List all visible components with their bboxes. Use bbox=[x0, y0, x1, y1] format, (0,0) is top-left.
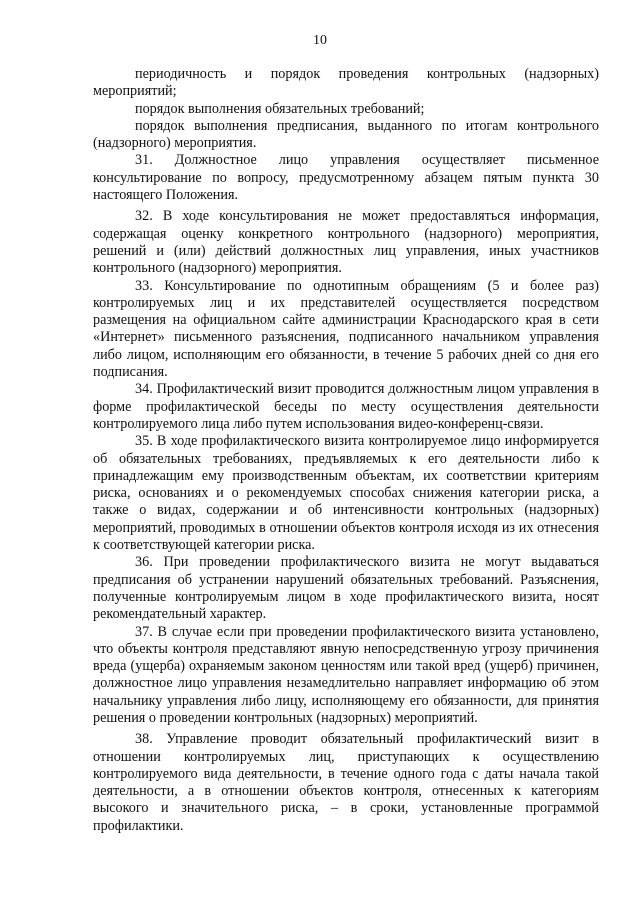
page-number: 10 bbox=[313, 33, 327, 48]
document-body bbox=[93, 66, 599, 835]
paragraph-35: 35. В ходе профилактического визита контролируемое лицо информируется об обязательных требованиях, предъявляемых к его деятельности либо к принадлежащим ему производственным объектам, их соответствии критериям риска, основаниях и о рекомендуемых способах снижения категории риска, а также о видах, содержании и об интенсивности контрольных (надзорных) мероприятий, проводимых в отношении объектов контроля исходя из их отнесения к соответствующей категории риска. bbox=[93, 433, 599, 554]
paragraph-34: 34. Профилактический визит проводится должностным лицом управления в форме профилактической беседы по месту осуществления деятельности контролируемого лица либо путем использования видео-конференц-связи. bbox=[93, 381, 599, 432]
paragraph-prescription-order: порядок выполнения предписания, выданного по итогам контрольного (надзорного) мероприятия. bbox=[93, 117, 599, 152]
paragraph-32: 32. В ходе консультирования не может предоставляться информация, содержащая оценку конкретного контрольного (надзорного) мероприятия, решений и (или) действий должностных лиц управления, иных участников контрольного (надзорного) мероприятия. bbox=[93, 208, 599, 277]
paragraph-36: 36. При проведении профилактического визита не могут выдаваться предписания об устранении нарушений обязательных требований. Разъяснения, полученные контролируемым лицом в ходе профилактического визита, носят рекомендательный характер. bbox=[93, 554, 599, 623]
paragraph-33: 33. Консультирование по однотипным обращениям (5 и более раз) контролируемых лиц и их представителей осуществляется посредством размещения на официальном сайте администрации Краснодарского края в сети «Интернет» письменного разъяснения, подписанного начальником управления либо лицом, исполняющим его обязанности, в течение 5 рабочих дней со дня его подписания. bbox=[93, 277, 599, 381]
paragraph-periodicity: периодичность и порядок проведения контрольных (надзорных) мероприятий; bbox=[93, 66, 599, 100]
paragraph-38: 38. Управление проводит обязательный профилактический визит в отношении контролируемых лиц, приступающих к осуществлению контролируемого вида деятельности, в течение одного года с даты начала такой деятельности, а в отношении объектов контроля, отнесенных к категориям высокого и значительного риска, – в сроки, установленные программой профилактики. bbox=[93, 731, 599, 834]
paragraph-requirements-order: порядок выполнения обязательных требований; bbox=[135, 100, 425, 117]
paragraph-37: 37. В случае если при проведении профилактического визита установлено, что объекты контроля представляют явную непосредственную угрозу причинения вреда (ущерба) охраняемым законом ценностям или такой вред (ущерб) причинен, должностное лицо управления незамедлительно направляет информацию об этом начальнику управления либо лицу, исполняющему его обязанности, для принятия решения о проведении контрольных (надзорных) мероприятий. bbox=[93, 623, 599, 726]
paragraph-31: 31. Должностное лицо управления осуществляет письменное консультирование по вопросу, предусмотренному абзацем пятым пункта 30 настоящего Положения. bbox=[93, 152, 599, 204]
